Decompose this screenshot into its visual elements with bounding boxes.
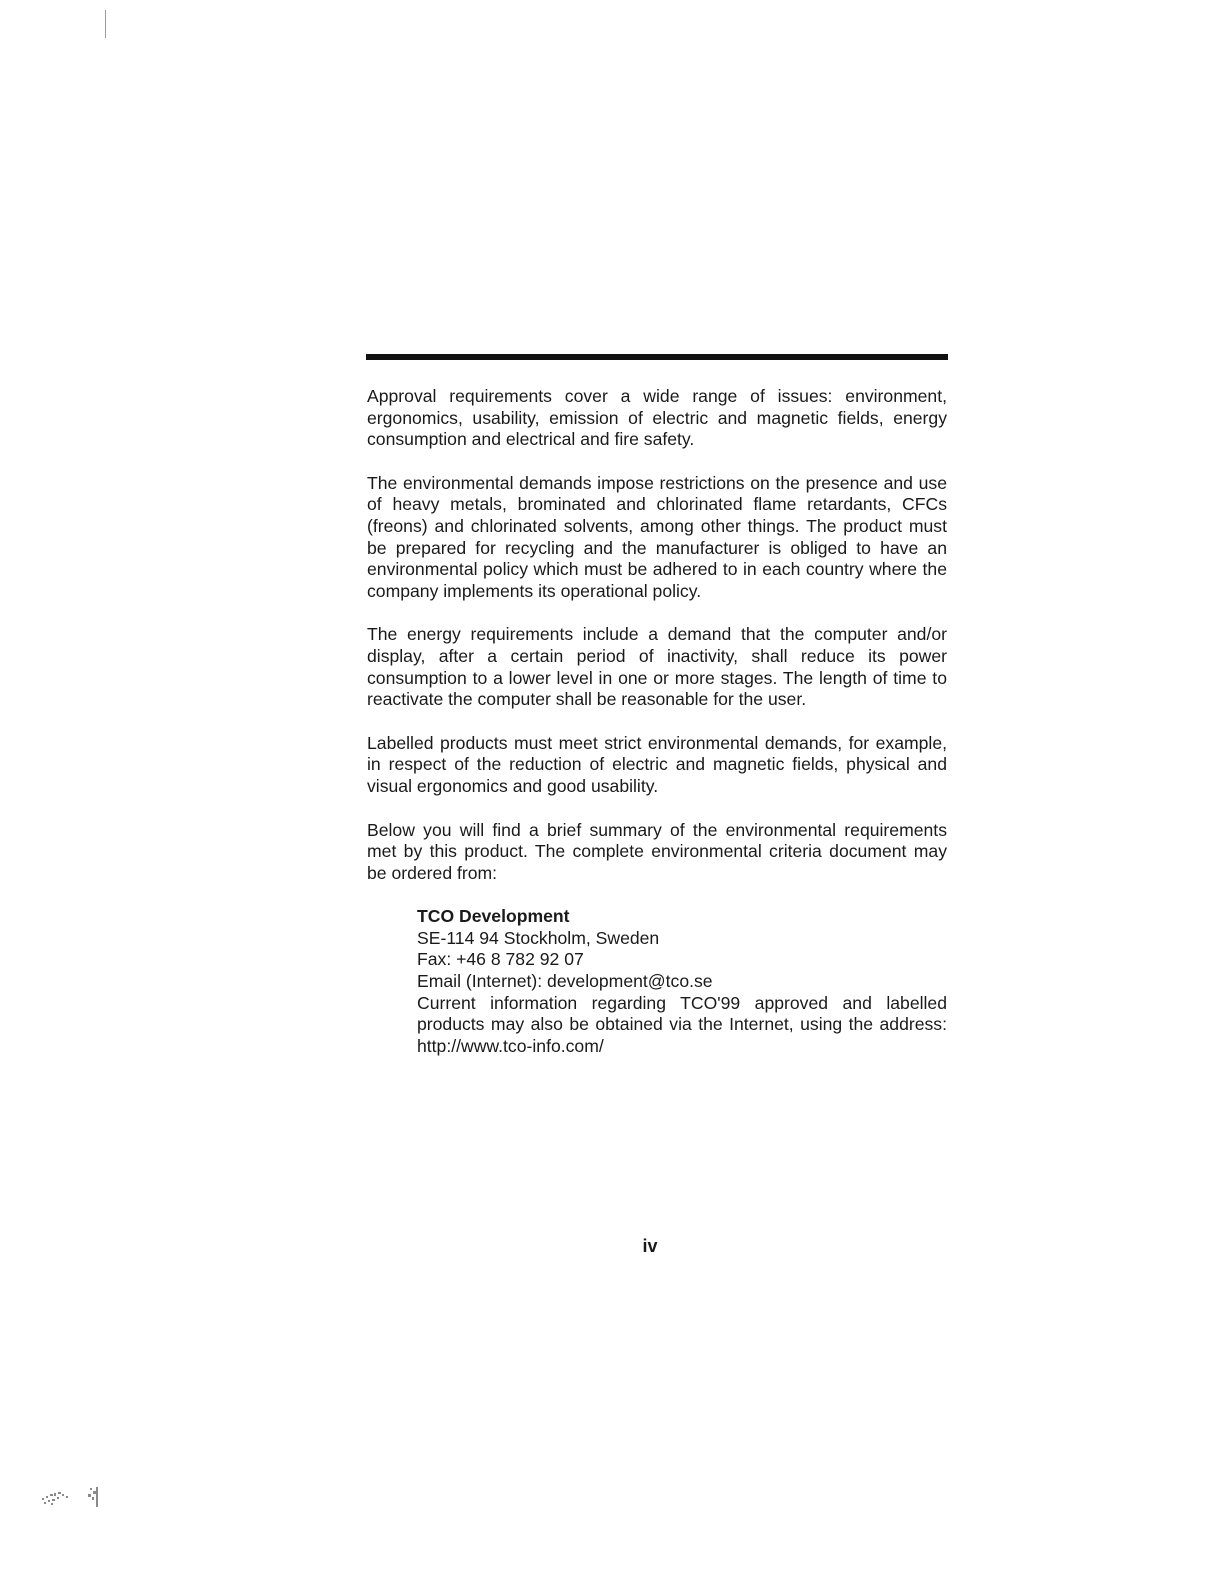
- scan-mark: [105, 10, 106, 38]
- paragraph-approval: Approval requirements cover a wide range of issues: environment, ergonomics, usability, emission of electric and magnetic fields, energy consumption and electrical and fire safety.: [367, 386, 947, 450]
- header-rule: [366, 354, 948, 360]
- paragraph-summary: Below you will find a brief summary of the environmental requirements met by this product. The complete environmental criteria document may be ordered from:: [367, 819, 947, 883]
- internet-info: Current information regarding TCO'99 approved and labelled products may also be obtained via the Internet, using the address: http://www.tco-info.com/: [417, 992, 947, 1056]
- contact-address: [417, 906, 947, 1057]
- document-body: [367, 386, 947, 1057]
- address-location: SE-114 94 Stockholm, Sweden: [417, 927, 660, 948]
- paragraph-labelled: Labelled products must meet strict environmental demands, for example, in respect of the reduction of electric and magnetic fields, physical and visual ergonomics and good usability.: [367, 732, 947, 796]
- email-address: Email (Internet): development@tco.se: [417, 971, 713, 992]
- scan-smudge: [40, 1484, 104, 1514]
- paragraph-energy: The energy requirements include a demand that the computer and/or display, after a certain period of inactivity, shall reduce its power consumption to a lower level in one or more stages. The length of time to reactivate the computer shall be reasonable for the user.: [367, 624, 947, 710]
- paragraph-environmental: The environmental demands impose restrictions on the presence and use of heavy metals, brominated and chlorinated flame retardants, CFCs (freons) and chlorinated solvents, among other things. The product must be prepared for recycling and the manufacturer is obliged to have an environmental policy which must be adhered to in each country where the company implements its operational policy.: [367, 472, 947, 601]
- page-number: iv: [642, 1236, 658, 1256]
- organization-name: TCO Development: [417, 906, 570, 927]
- fax-number: Fax: +46 8 782 92 07: [417, 949, 584, 970]
